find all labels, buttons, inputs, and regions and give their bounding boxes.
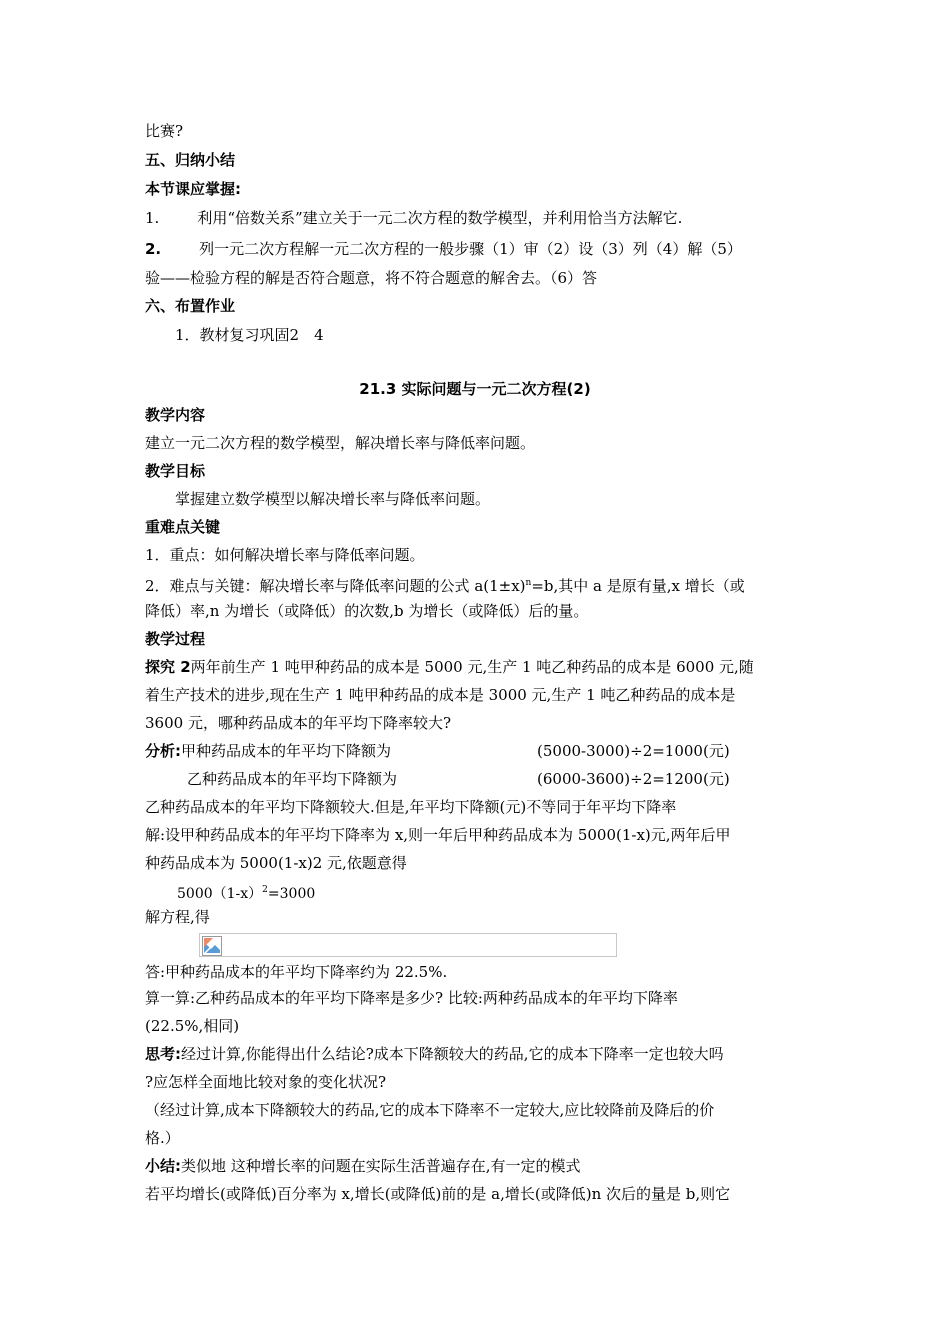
text-line: 若平均增长(或降低)百分率为 x,增长(或降低)前的是 a,增长(或降低)n 次后的量是 b,则它 bbox=[145, 1185, 731, 1203]
text-line: 算一算:乙种药品成本的年平均下降率是多少? 比较:两种药品成本的年平均下降率 bbox=[145, 989, 678, 1007]
inline-label: 思考: bbox=[145, 1045, 181, 1063]
text-line: 掌握建立数学模型以解决增长率与降低率问题。 bbox=[175, 490, 491, 508]
list-item bbox=[145, 239, 742, 259]
text-line: 降低）率,n 为增长（或降低）的次数,b 为增长（或降低）后的量。 bbox=[145, 602, 589, 620]
broken-image-icon bbox=[202, 936, 222, 956]
text-line: 解:设甲种药品成本的年平均下降率为 x,则一年后甲种药品成本为 5000(1-x)元,两年后甲 bbox=[145, 826, 731, 844]
text-line: 解方程,得 bbox=[145, 908, 210, 926]
text-line: 格.） bbox=[145, 1129, 180, 1147]
list-text: 利用“倍数关系”建立关于一元二次方程的数学模型，并利用恰当方法解它. bbox=[197, 209, 683, 227]
subheading: 本节课应掌握: bbox=[145, 180, 241, 198]
text-line: 乙种药品成本的年平均下降额为 bbox=[187, 770, 398, 788]
homework-item: 1．教材复习巩固2 4 bbox=[175, 326, 324, 344]
text-line: 2．难点与关键：解决增长率与降低率问题的公式 $a(1\pm x)^n=b$,其中 a 是原有量,x 增长（或 bbox=[145, 577, 745, 595]
list-item bbox=[145, 208, 682, 228]
text-line: 验——检验方程的解是否符合题意，将不符合题意的解舍去。（6）答 bbox=[145, 269, 598, 287]
text-line: 着生产技术的进步,现在生产 1 吨甲种药品的成本是 3000 元,生产 1 吨乙种药品的成本是 bbox=[145, 686, 736, 704]
subheading: 教学内容 bbox=[145, 406, 206, 424]
inline-label: 探究 2 bbox=[145, 658, 191, 676]
subheading: 教学过程 bbox=[145, 630, 206, 648]
inline-label: 分析: bbox=[145, 742, 181, 760]
text-line: (22.5%,相同) bbox=[145, 1017, 240, 1035]
section-heading: 六、布置作业 bbox=[145, 297, 236, 315]
formula: (6000-3600)÷2=1200(元) bbox=[537, 770, 730, 788]
text-line: 乙种药品成本的年平均下降额较大.但是,年平均下降额(元)不等同于年平均下降率 bbox=[145, 798, 677, 816]
equation: $5000(1-x)^2=3000$ bbox=[177, 885, 316, 902]
text-line: 答:甲种药品成本的年平均下降率约为 22.5%. bbox=[145, 963, 448, 981]
text-line: 种药品成本为 5000(1-x)2 元,依题意得 bbox=[145, 854, 407, 872]
text-line: 比赛? bbox=[145, 122, 184, 140]
subheading: 教学目标 bbox=[145, 462, 206, 480]
list-text: 列一元二次方程解一元二次方程的一般步骤（1）审（2）设（3）列（4）解（5） bbox=[199, 240, 742, 258]
text-line: （经过计算,成本下降额较大的药品,它的成本下降率不一定较大,应比较降前及降后的价 bbox=[145, 1101, 715, 1119]
subheading: 重难点关键 bbox=[145, 518, 221, 536]
text-line: 探究 2两年前生产 1 吨甲种药品的成本是 5000 元,生产 1 吨乙种药品的成本是 6000 元,随 bbox=[145, 658, 754, 676]
formula: (5000-3000)÷2=1000(元) bbox=[537, 742, 730, 760]
text-line: ?应怎样全面地比较对象的变化状况? bbox=[145, 1073, 387, 1091]
text-line: 分析:甲种药品成本的年平均下降额为 bbox=[145, 742, 392, 760]
missing-equation-image bbox=[199, 933, 617, 957]
text-line: 3600 元，哪种药品成本的年平均下降率较大? bbox=[145, 714, 451, 732]
inline-label: 小结: bbox=[145, 1157, 181, 1175]
text-line: 建立一元二次方程的数学模型，解决增长率与降低率问题。 bbox=[145, 434, 536, 452]
text-line: 小结:类似地 这种增长率的问题在实际生活普遍存在,有一定的模式 bbox=[145, 1157, 581, 1175]
text-line: 思考:经过计算,你能得出什么结论?成本下降额较大的药品,它的成本下降率一定也较大吗 bbox=[145, 1045, 724, 1063]
section-heading: 五、归纳小结 bbox=[145, 151, 236, 169]
list-number: 1. bbox=[145, 209, 160, 227]
text-line: 1．重点：如何解决增长率与降低率问题。 bbox=[145, 546, 425, 564]
list-number: 2. bbox=[145, 240, 162, 258]
lesson-title: 21.3 实际问题与一元二次方程(2) bbox=[359, 380, 591, 398]
